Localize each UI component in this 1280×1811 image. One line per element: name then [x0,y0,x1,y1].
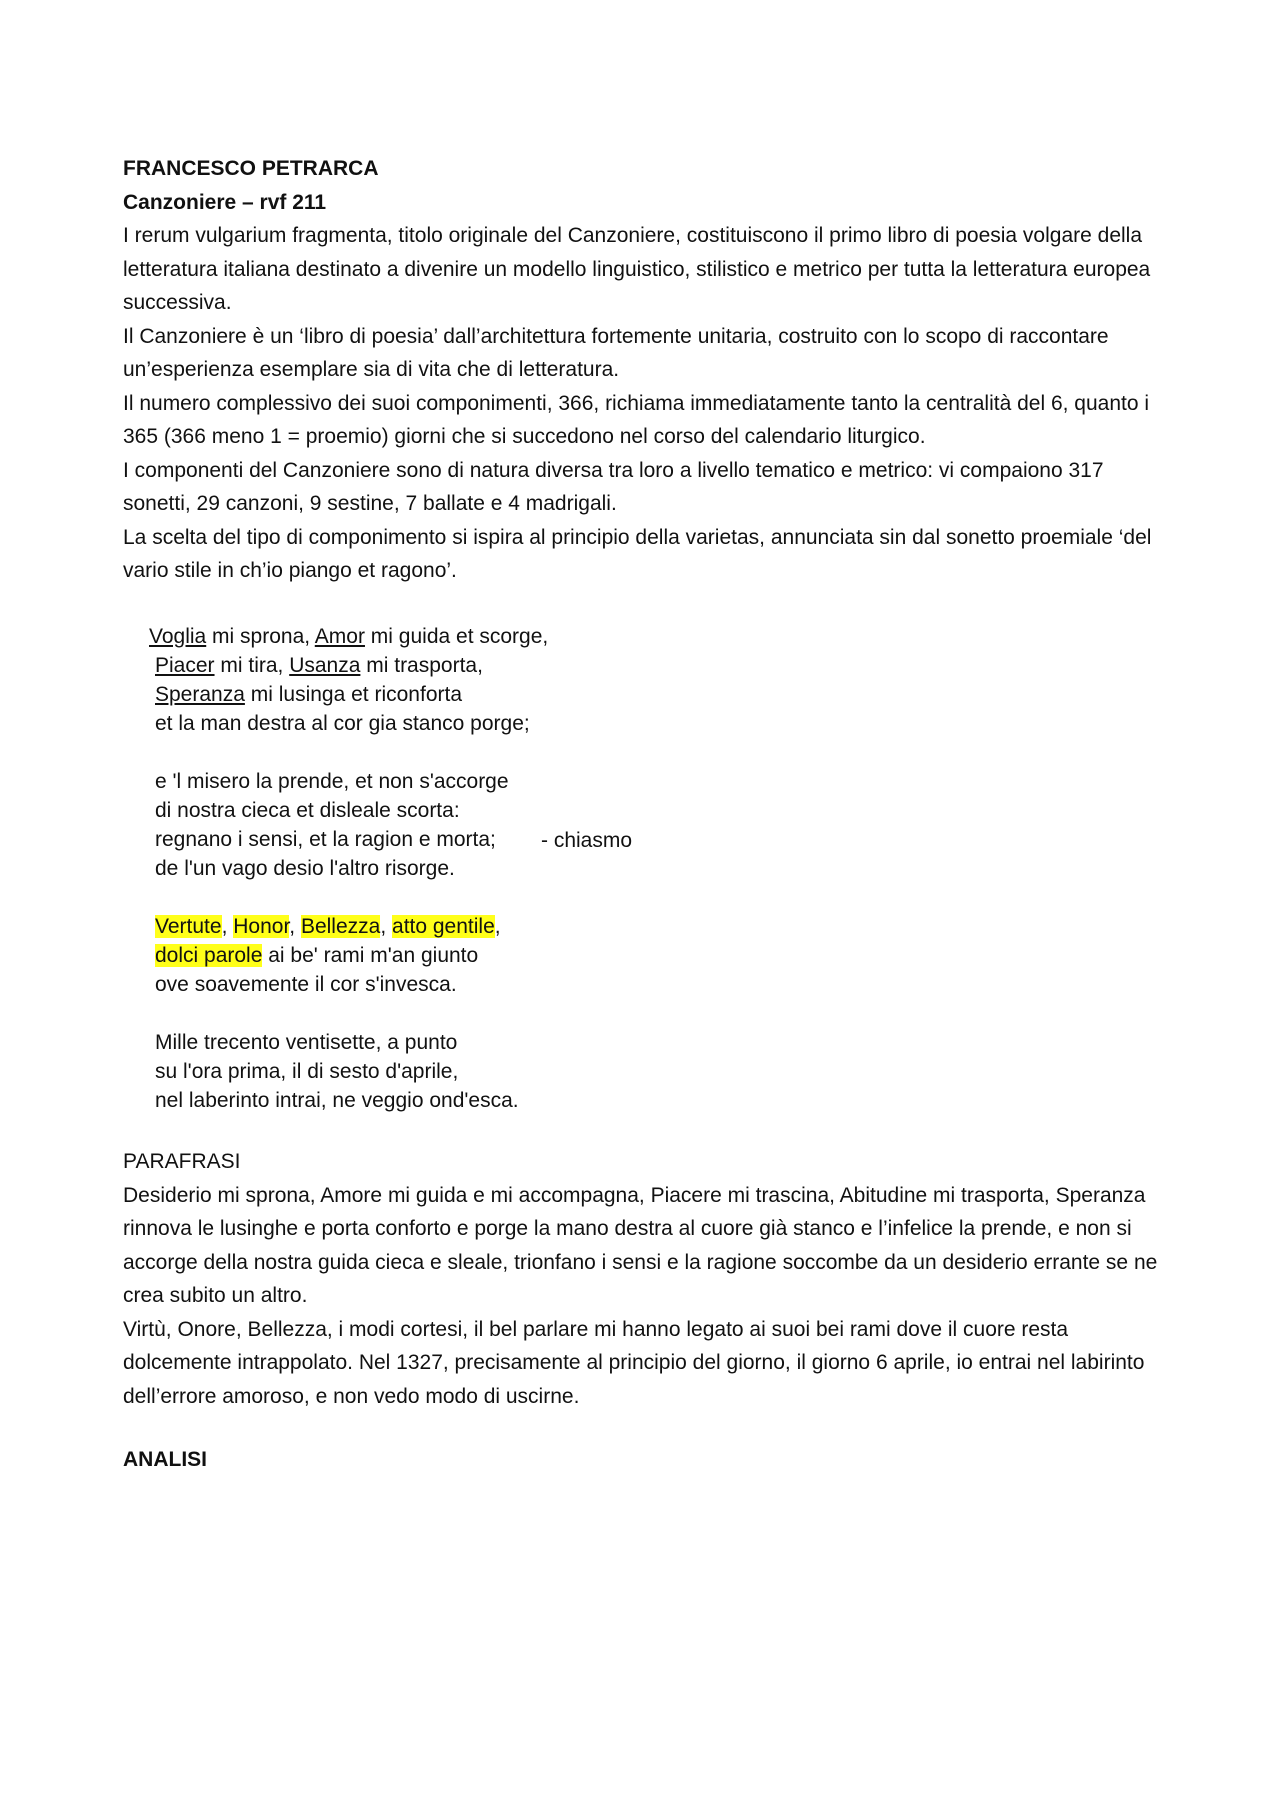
intro-paragraph: Il Canzoniere è un ‘libro di poesia’ dall’architettura fortemente unitaria, costruito con lo scopo di raccontare un’esperienza esemplare sia di vita che di letteratura. [123,324,1109,381]
poem-line: e 'l misero la prende, et non s'accorge [155,770,509,793]
poem-line: nel laberinto intrai, ne veggio ond'esca. [155,1089,519,1112]
poem-line: di nostra cieca et disleale scorta: [155,799,460,822]
punctuation: , [221,915,234,938]
parafrasi-paragraph: Virtù, Onore, Bellezza, i modi cortesi, il bel parlare mi hanno legato ai suoi bei rami dove il cuore resta dolcemente intrappolato. Nel 1327, precisamente al principio del giorno, il giorno 6 aprile, io entrai nel labirinto dell’errore amoroso, e non vedo modo di uscirne. [123,1317,1145,1408]
parafrasi-section [123,1145,1163,1413]
highlighted-word: dolci parole [155,944,263,967]
poem-line: ove soavemente il cor s'invesca. [155,973,457,996]
poem-line [149,622,855,651]
poem [149,622,855,1144]
intro-paragraph: La scelta del tipo di componimento si ispira al principio della varietas, annunciata sin dal sonetto proemiale ‘del vario stile in ch’io piango et ragono’. [123,525,1152,582]
punctuation: , [380,915,393,938]
poem-line [155,941,855,970]
underlined-word: Usanza [289,654,361,677]
underlined-word: Voglia [149,625,207,648]
line-text: mi trasporta, [360,654,483,677]
line-text: mi guida et scorge, [364,625,549,648]
underlined-word: Piacer [155,654,215,677]
highlighted-word: Honor [233,915,290,938]
highlighted-word: atto gentile [392,915,495,938]
parafrasi-paragraph: Desiderio mi sprona, Amore mi guida e mi accompagna, Piacere mi trascina, Abitudine mi trasporta, Speranza rinnova le lusinghe e porta conforto e porge la mano destra al cuore già stanco e l’infelice la prende, e non si accorge della nostra guida cieca e sleale, trionfano i sensi e la ragione soccombe da un desiderio errante se ne crea subito un altro. [123,1183,1158,1307]
line-text: mi lusinga et riconforta [244,683,463,706]
poem-line: de l'un vago desio l'altro risorge. [155,857,455,880]
poem-line: et la man destra al cor gia stanco porge; [155,712,530,735]
analisi-title: ANALISI [123,1448,207,1471]
underlined-word: Speranza [155,683,245,706]
line-text: ai be' rami m'an giunto [262,944,479,967]
poem-line: Mille trecento ventisette, a punto [155,1031,458,1054]
poem-stanza-1 [149,622,855,738]
line-text: mi sprona, [206,625,315,648]
intro-section [123,152,1163,588]
highlighted-word: Vertute [155,915,222,938]
poem-stanza-2 [155,767,855,883]
underlined-word: Amor [314,625,365,648]
highlighted-word: Bellezza [300,915,381,938]
intro-paragraph: I rerum vulgarium fragmenta, titolo originale del Canzoniere, costituiscono il primo libro di poesia volgare della letteratura italiana destinato a divenire un modello linguistico, stilistico e metrico per tutta la letteratura europea successiva. [123,224,1151,314]
poem-line: regnano i sensi, et la ragion e morta; [155,828,496,851]
poem-line [155,651,855,680]
intro-paragraph: I componenti del Canzoniere sono di natura diversa tra loro a livello tematico e metrico: vi compaiono 317 sonetti, 29 canzoni, 9 sestine, 7 ballate e 4 madrigali. [123,458,1104,515]
poem-line [155,680,855,709]
poem-line [155,912,855,941]
line-text: mi tira, [214,654,290,677]
poem-stanza-4 [155,1028,855,1115]
chiasmo-note: - chiasmo [541,829,633,852]
parafrasi-title: PARAFRASI [123,1150,241,1173]
punctuation: , [494,915,501,938]
poem-stanza-3 [155,912,855,999]
punctuation: , [289,915,301,938]
author-heading: FRANCESCO PETRARCA [123,157,379,180]
poem-line: su l'ora prima, il di sesto d'aprile, [155,1060,459,1083]
intro-paragraph: Il numero complessivo dei suoi componimenti, 366, richiama immediatamente tanto la centralità del 6, quanto i 365 (366 meno 1 = proemio) giorni che si succedono nel corso del calendario liturgico. [123,391,1150,448]
work-heading: Canzoniere – rvf 211 [123,190,327,214]
